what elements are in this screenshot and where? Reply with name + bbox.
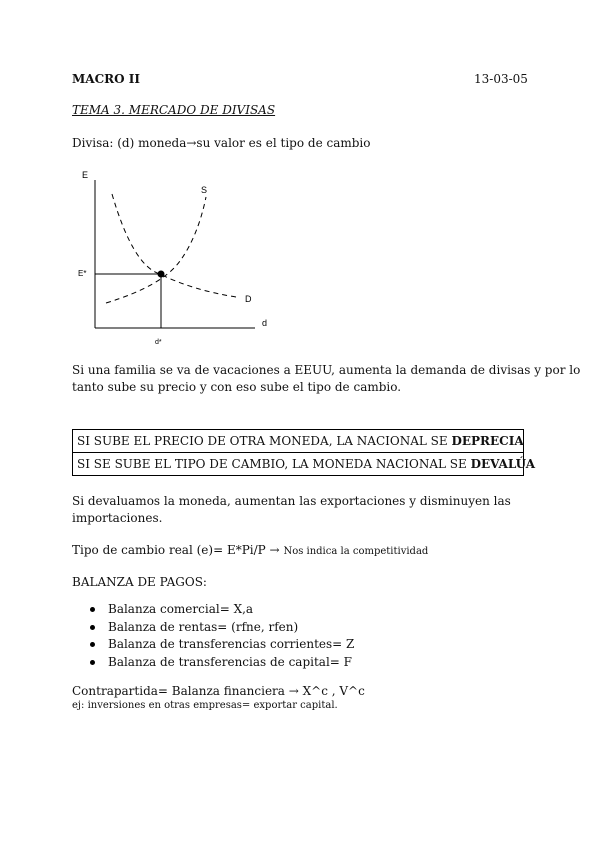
- balanza-list: [88, 601, 354, 671]
- list-item-text: Balanza de rentas= (rfne, rfen): [108, 619, 299, 634]
- exchange-market-graph: [70, 166, 280, 346]
- example-line: ej: inversiones en otras empresas= exportar capital.: [72, 700, 338, 711]
- contrapartida-line: Contrapartida= Balanza financiera → X^c , V^c: [72, 684, 365, 698]
- bullet-icon: [90, 625, 95, 630]
- balanza-heading: BALANZA DE PAGOS:: [72, 575, 207, 589]
- supply-label: S: [201, 185, 208, 195]
- real-exchange-rate: [72, 542, 428, 560]
- equilibrium-point: [158, 271, 165, 278]
- y-axis-label: E: [82, 170, 89, 180]
- topic-heading: TEMA 3. MERCADO DE DIVISAS: [72, 103, 276, 117]
- rule-devaluation-text: SI SE SUBE EL TIPO DE CAMBIO, LA MONEDA NACIONAL SE: [77, 457, 471, 471]
- list-item: [88, 636, 354, 654]
- supply-curve: [106, 197, 206, 303]
- list-item: [88, 601, 354, 619]
- list-item-text: Balanza comercial= X,a: [108, 602, 254, 616]
- equilibrium-e-label: E*: [78, 269, 87, 278]
- list-item: [88, 654, 354, 672]
- rule-depreciation-keyword: DEPRECIA: [451, 434, 524, 448]
- divisa-definition: Divisa: (d) moneda→su valor es el tipo de cambio: [72, 136, 371, 150]
- rule-devaluation: [73, 452, 536, 475]
- demand-label: D: [245, 294, 252, 304]
- bullet-icon: [90, 660, 95, 665]
- x-axis-label: d: [262, 318, 268, 328]
- document-date: 13-03-05: [474, 72, 528, 86]
- real-exchange-rate-note: Nos indica la competitividad: [283, 546, 429, 557]
- paragraph-vacaciones-line2: tanto sube su precio y con eso sube el tipo de cambio.: [72, 380, 402, 394]
- list-item: [88, 619, 354, 637]
- paragraph-devaluacion-line1: Si devaluamos la moneda, aumentan las exportaciones y disminuyen las: [72, 494, 511, 508]
- bullet-icon: [90, 607, 95, 612]
- equilibrium-d-label: d*: [155, 339, 162, 346]
- paragraph-devaluacion-line2: importaciones.: [72, 511, 163, 525]
- list-item-text: Balanza de transferencias corrientes= Z: [108, 637, 355, 651]
- list-item-text: Balanza de transferencias de capital= F: [108, 654, 352, 669]
- bullet-icon: [90, 642, 95, 647]
- rule-depreciation-text: SI SUBE EL PRECIO DE OTRA MONEDA, LA NACIONAL SE: [77, 434, 452, 448]
- demand-curve-upper: [112, 194, 236, 297]
- paragraph-vacaciones-line1: Si una familia se va de vacaciones a EEUU, aumenta la demanda de divisas y por lo: [72, 363, 581, 377]
- rule-depreciation: [73, 430, 523, 452]
- document-title: MACRO II: [72, 72, 140, 86]
- key-rules-box: [72, 429, 536, 476]
- real-exchange-rate-formula: Tipo de cambio real (e)= E*Pi/P →: [72, 543, 284, 557]
- rule-devaluation-keyword: DEVALÚA: [470, 457, 536, 471]
